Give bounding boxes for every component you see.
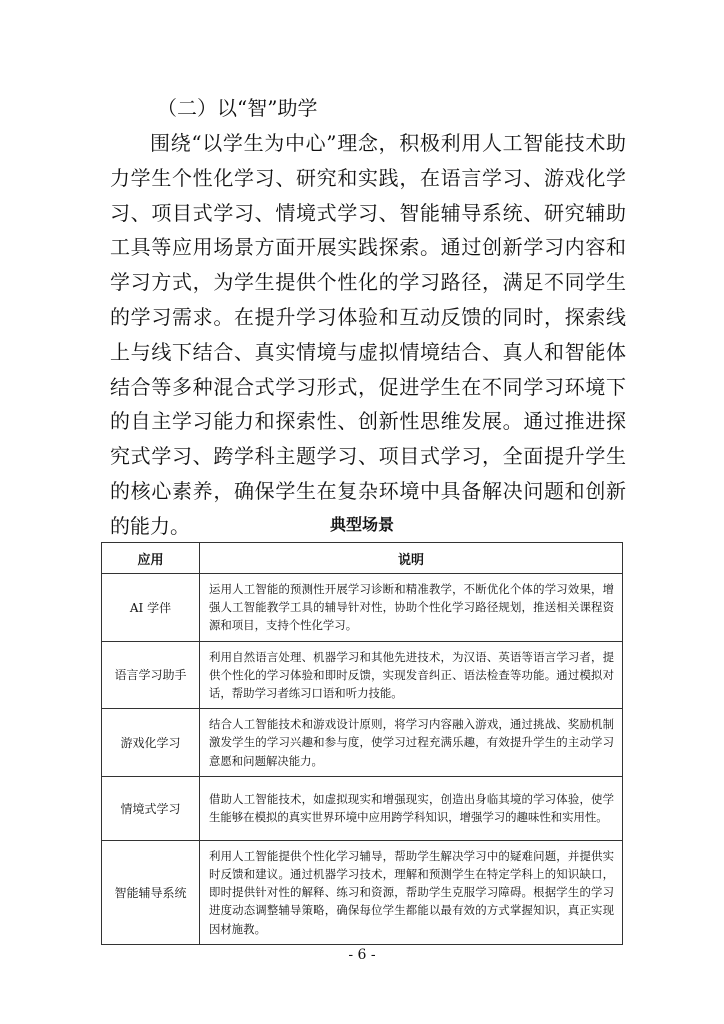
- row-application: 语言学习助手: [102, 641, 200, 709]
- row-description: 运用人工智能的预测性开展学习诊断和精准教学，不断优化个体的学习效果，增强人工智能教学工具的辅导针对性，协助个性化学习路径规划，推送相关课程资源和项目，支持个性化学习。: [200, 574, 623, 642]
- page-number: - 6 -: [348, 947, 376, 963]
- table-row: [102, 776, 623, 840]
- row-description: 利用人工智能提供个性化学习辅导，帮助学生解决学习中的疑难问题，并提供实时反馈和建议。通过机器学习技术，理解和预测学生在特定学科上的知识缺口，即时提供针对性的解释、练习和资源，帮助学生克服学习障碍。根据学生的学习进度动态调整辅导策略，确保每位学生都能以最有效的方式掌握知识，真正实现因材施教。: [200, 840, 623, 944]
- row-application: AI 学伴: [102, 574, 200, 642]
- section-heading: （二）以“智”助学: [157, 96, 318, 120]
- table-row: [102, 574, 623, 642]
- table-row: [102, 709, 623, 777]
- row-description: 结合人工智能技术和游戏设计原则，将学习内容融入游戏，通过挑战、奖励机制激发学生的学习兴趣和参与度，使学习过程充满乐趣，有效提升学生的主动学习意愿和问题解决能力。: [200, 709, 623, 777]
- header-application: 应用: [102, 543, 200, 574]
- table-title: 典型场景: [329, 515, 394, 534]
- scenarios-table: [101, 542, 623, 945]
- table-row: [102, 641, 623, 709]
- table-header-row: [102, 543, 623, 574]
- header-description: 说明: [200, 543, 623, 574]
- row-application: 智能辅导系统: [102, 840, 200, 944]
- row-description: 利用自然语言处理、机器学习和其他先进技术，为汉语、英语等语言学习者，提供个性化的学习体验和即时反馈，实现发音纠正、语法检查等功能。通过模拟对话，帮助学习者练习口语和听力技能。: [200, 641, 623, 709]
- row-application: 情境式学习: [102, 776, 200, 840]
- row-application: 游戏化学习: [102, 709, 200, 777]
- table-row: [102, 840, 623, 944]
- body-paragraph: 围绕“以学生为中心”理念，积极利用人工智能技术助力学生个性化学习、研究和实践，在语言学习、游戏化学习、项目式学习、情境式学习、智能辅导系统、研究辅助工具等应用场景方面开展实践探索。通过创新学习内容和学习方式，为学生提供个性化的学习路径，满足不同学生的学习需求。在提升学习体验和互动反馈的同时，探索线上与线下结合、真实情境与虚拟情境结合、真人和智能体结合等多种混合式学习形式，促进学生在不同学习环境下的自主学习能力和探索性、创新性思维发展。通过推进探究式学习、跨学科主题学习、项目式学习，全面提升学生的核心素养，确保学生在复杂环境中具备解决问题和创新的能力。: [110, 131, 626, 538]
- row-description: 借助人工智能技术，如虚拟现实和增强现实，创造出身临其境的学习体验，使学生能够在模拟的真实世界环境中应用跨学科知识，增强学习的趣味性和实用性。: [200, 776, 623, 840]
